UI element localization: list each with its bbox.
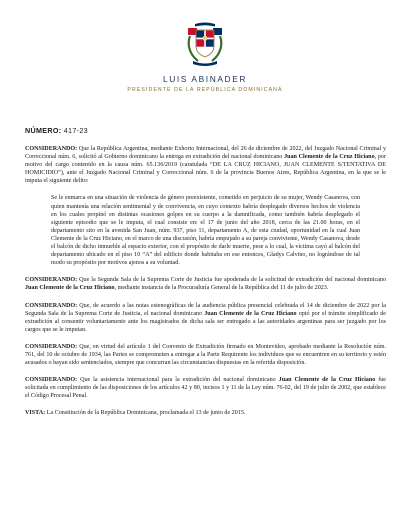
paragraph-text: , mediante instancia de la Procuraduría General de la República del 11 de julio de 2023. bbox=[114, 285, 329, 292]
considerando-label: CONSIDERANDO: bbox=[25, 302, 78, 309]
paragraph-text: Que la Segunda Sala de la Suprema Corte de Justicia fue apoderada de la solicitud de extradición del nacional dominicano bbox=[79, 277, 386, 284]
vista-label: VISTA: bbox=[25, 410, 46, 417]
person-name: Juan Clemente de la Cruz Hiciano bbox=[204, 310, 297, 317]
person-name: Juan Clemente de la Cruz Hiciano bbox=[278, 377, 376, 384]
considerando-paragraph bbox=[25, 343, 386, 367]
number-value: 417-23 bbox=[63, 126, 88, 135]
considerando-label: CONSIDERANDO: bbox=[25, 343, 78, 350]
coat-of-arms-icon bbox=[184, 22, 226, 68]
paragraph-text: Que la asistencia internacional para la extradición del nacional dominicano bbox=[80, 377, 279, 384]
paragraph-text: La Constitución de la República Dominicana, proclamada el 13 de junio de 2015. bbox=[46, 410, 246, 417]
number-label: NÚMERO: bbox=[25, 126, 62, 135]
paragraph-text: optó por el trámite simplificado de extradición al consentir voluntariamente ante los magistrados de dicha sala ser entregado a las autoridades argentinas para ser juzgado por los cargos que se le imputan. bbox=[25, 310, 386, 333]
considerando-label: CONSIDERANDO: bbox=[25, 277, 78, 284]
considerando-label: CONSIDERANDO: bbox=[25, 146, 78, 152]
paragraph-text: , por motivo del cargo contenido en la causa núm. 65.136/2019 (caratulada “DE LA CRUZ HICIANO, JUAN CLEMENTE S/TENTATIVA DE HOMICIDIO”), ante el Juzgado Nacional Criminal y Correccional núm. 6 de la provincia Buenos Aires, República Argentina, en la que se le imputa el siguiente delito: bbox=[25, 154, 386, 185]
considerando-label: CONSIDERANDO: bbox=[25, 377, 78, 384]
person-name: Juan Clemente de la Cruz Hiciano bbox=[284, 154, 375, 161]
person-name: Juan Clemente de la Cruz Hiciano bbox=[25, 285, 115, 292]
paragraph-text: Que, de acuerdo a las notas estenográficas de la audiencia pública presencial celebrada el 14 de diciembre de 2022 por la Segunda Sala de la Suprema Corte de Justicia, el nacional dominicano bbox=[25, 302, 387, 317]
considerando-paragraph bbox=[25, 276, 386, 292]
paragraph-text: Que la República Argentina, mediante Exhorto Internacional, del 26 de diciembre de 2022, del Juzgado Nacional Criminal y Correccional núm. 6, solicitó al Gobierno dominicano la entrega en extradición del nacional dominicano bbox=[25, 146, 386, 161]
considerando-paragraph bbox=[25, 376, 386, 400]
document-body bbox=[25, 126, 386, 427]
vista-paragraph bbox=[25, 409, 386, 417]
considerando-paragraph bbox=[25, 302, 386, 334]
considerando-paragraph bbox=[25, 145, 386, 185]
paragraph-text: Que, en virtud del artículo 1 del Convenio de Extradición firmado en Montevideo, aprobado mediante la Resolución núm. 761, del 10 de octubre de 1934, las Partes se comprometen a entregar a la Parte Requirente los individuos que se encuentren en su territorio y estén acusados o hayan sido sentenciados, siempre que concurran las circunstancias dispuestas en la referida disposición. bbox=[25, 343, 386, 367]
header-name: LUIS ABINADER bbox=[162, 74, 248, 84]
header-subtitle: PRESIDENTE DE LA REPÚBLICA DOMINICANA bbox=[127, 87, 283, 93]
paragraph-text: fue solicitada en cumplimiento de las disposiciones de los artículos 42 y 80, incisos 1 y 11 de la Ley núm. 76-02, del 19 de julio de 2002, que establece el Código Procesal Penal. bbox=[25, 377, 386, 400]
charge-quote: Se le enmarca en una situación de violencia de género preexistente, cometido en perjuicio de su mujer, Wendy Casanova, con quien mantenía una relación sentimental y de convivencia, en cuyo contexto habría desplegado diversos hechos de violencia en los cuales propinó en distintas ocasiones golpes en su cuerpo a la damnificada, como también habría desplegado el siguiente episodio que se le imputa, el cual consiste en: el 17 de junio del año 2018, cerca de las 21.00 horas, en el departamento sito en la avenida San Juan, núm. 937, piso 11, departamento A, de esta ciudad, oportunidad en la cual Juan Clemente de la Cruz Hiciano, en el marco de una discusión, habría empujado a su pareja conviviente, Wendy Casanova, desde el balcón de dicho inmueble al espacio exterior, con el propósito de darle muerte, pese a lo cual, la víctima cayó al balcón del departamento ubicado en el piso 10 “A” del edificio donde habitaba en ese entonces, Gladys Calvino, no lográndose de tal modo su propósito por motivos ajenos a su voluntad. bbox=[51, 195, 360, 267]
document-number bbox=[25, 126, 386, 135]
